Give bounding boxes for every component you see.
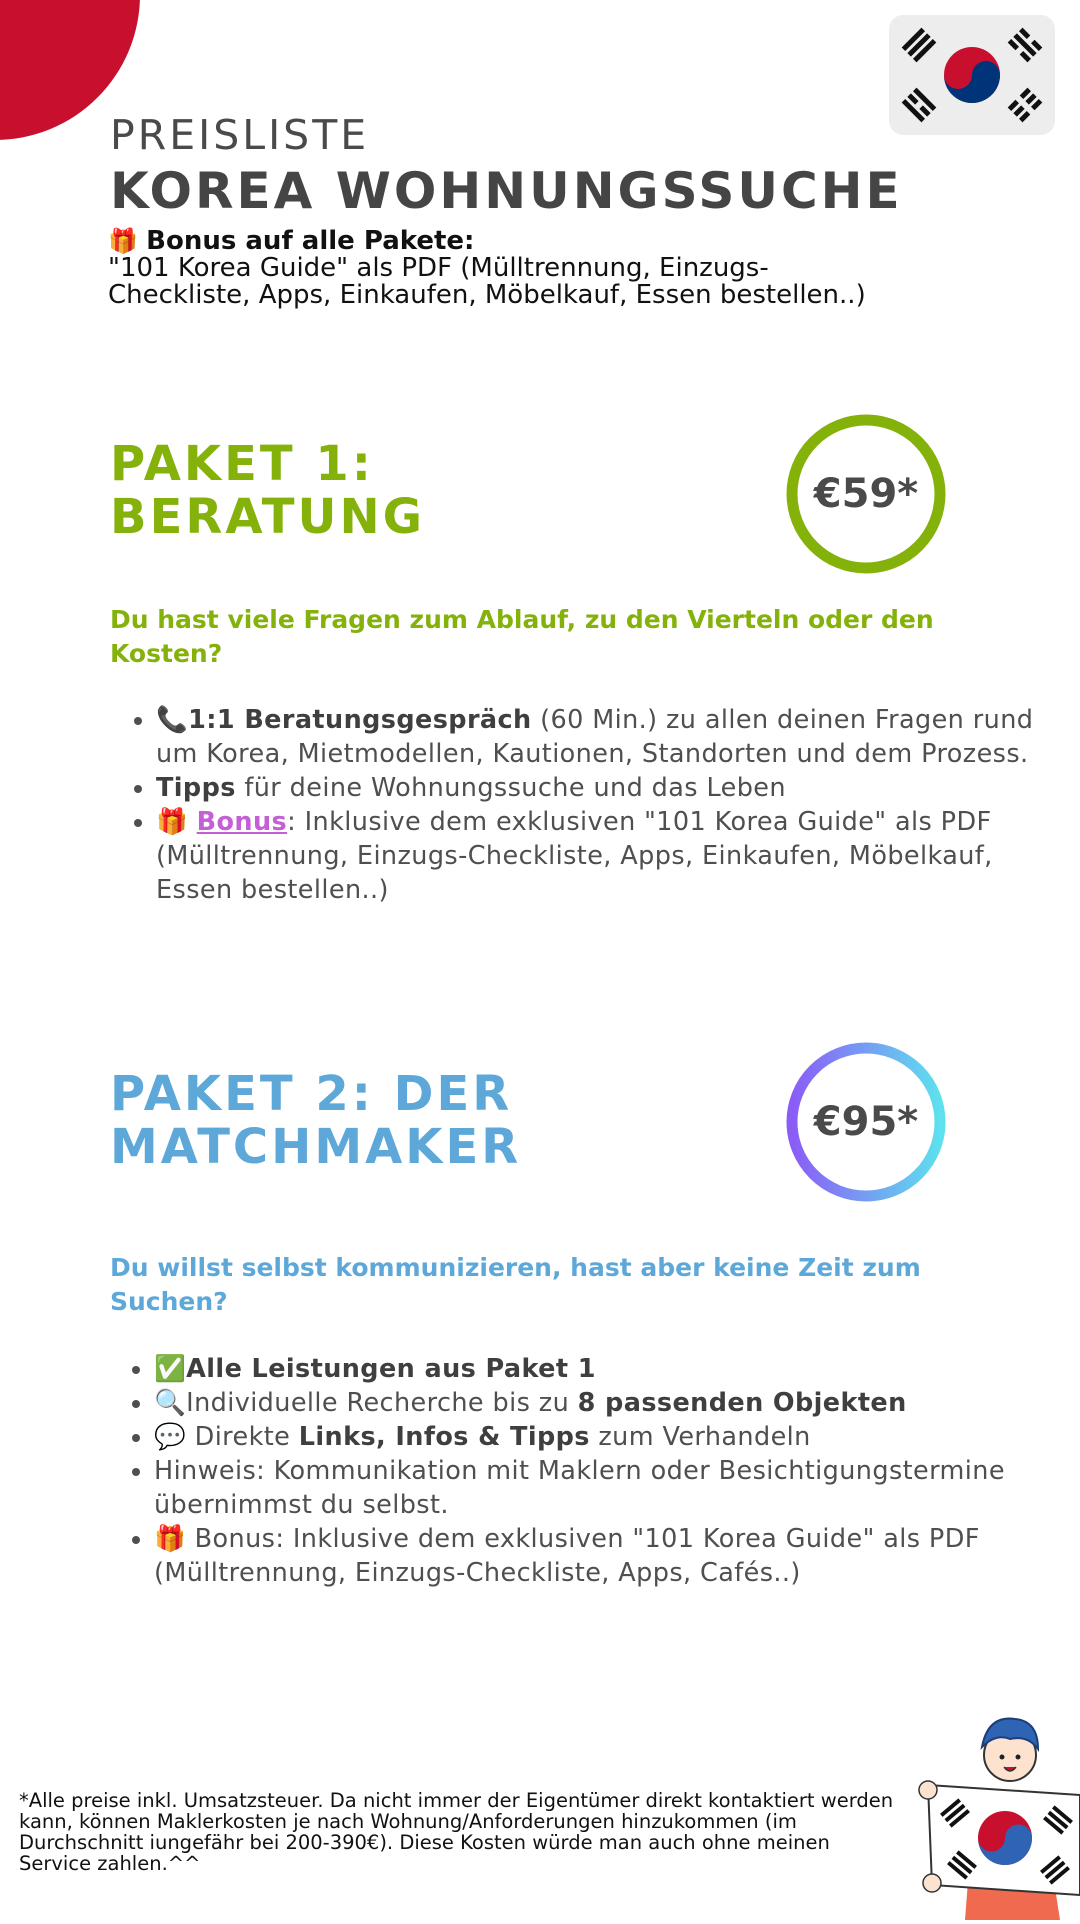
list-item: • Hinweis: Kommunikation mit Maklern oder Besichtigungstermine übernimmst du selbst. — [154, 1454, 1034, 1522]
list-item: • 💬 Direkte Links, Infos & Tipps zum Verhandeln — [154, 1420, 1034, 1454]
bonus-all-label: Bonus auf alle Pakete: — [146, 226, 475, 256]
checkmark-icon: ✅ — [154, 1354, 187, 1384]
list-item: • Tipps für deine Wohnungssuche und das Leben — [156, 771, 1036, 805]
paket2-feature-list — [108, 1352, 1034, 1590]
paket1-title-line1: PAKET 1: — [110, 436, 374, 492]
paket2-price-badge — [786, 1042, 946, 1202]
list-item: • ✅Alle Leistungen aus Paket 1 — [154, 1352, 1034, 1386]
bonus-all-text: "101 Korea Guide" als PDF (Mülltrennung, Einzugs-Checkliste, Apps, Einkaufen, Möbelkauf, Essen bestellen..) — [108, 253, 866, 310]
gift-icon: 🎁 — [156, 807, 189, 837]
paket1-feature-list — [110, 703, 1036, 907]
paket2-title-line2: MATCHMAKER — [110, 1119, 522, 1175]
paket1-price-badge — [786, 414, 946, 574]
paket2-question: Du willst selbst kommunizieren, hast aber keine Zeit zum Suchen? — [110, 1253, 921, 1316]
paket1-title — [110, 438, 730, 544]
footnote: *Alle preise inkl. Umsatzsteuer. Da nicht immer der Eigentümer direkt kontaktiert werden kann, können Maklerkosten je nach Wohnung/Anforderungen hinzukommen (im Durchschnitt iungefähr bei 200-390€). Diese Kosten würde man auch ohne meinen Service zahlen.^^ — [19, 1789, 894, 1875]
paket1-question: Du hast viele Fragen zum Ablauf, zu den Vierteln oder den Kosten? — [110, 605, 934, 668]
magnifier-icon: 🔍 — [154, 1388, 187, 1418]
paket2-title-line1: PAKET 2: DER — [110, 1066, 513, 1122]
character-with-flag-illustration — [910, 1705, 1080, 1924]
page-subtitle: PREISLISTE — [110, 111, 370, 159]
list-item: • 🎁 Bonus: Inklusive dem exklusiven "101 Korea Guide" als PDF (Mülltrennung, Einzugs-Checkliste, Apps, Einkaufen, Möbelkauf, Essen bestellen..) — [156, 805, 1036, 907]
list-item: • 🔍Individuelle Recherche bis zu 8 passenden Objekten — [154, 1386, 1034, 1420]
bonus-link[interactable]: Bonus — [196, 807, 288, 837]
bonus-all-packages — [108, 228, 868, 309]
phone-icon: 📞 — [156, 705, 189, 735]
gift-icon: 🎁 — [108, 227, 138, 255]
page-title: KOREA WOHNUNGSSUCHE — [110, 162, 903, 220]
paket2-title — [110, 1068, 730, 1174]
list-item: • 🎁 Bonus: Inklusive dem exklusiven "101 Korea Guide" als PDF (Mülltrennung, Einzugs-Checkliste, Apps, Cafés..) — [154, 1522, 1034, 1590]
paket2-price: €95* — [813, 1099, 919, 1145]
list-item: • 📞1:1 Beratungsgespräch (60 Min.) zu allen deinen Fragen rund um Korea, Mietmodellen, Kautionen, Standorten und dem Prozess. — [156, 703, 1036, 771]
speech-bubble-icon: 💬 — [154, 1422, 187, 1452]
page-header — [110, 110, 1010, 222]
paket1-title-line2: BERATUNG — [110, 489, 426, 545]
gift-icon: 🎁 — [154, 1524, 187, 1554]
paket1-price: €59* — [813, 471, 919, 517]
